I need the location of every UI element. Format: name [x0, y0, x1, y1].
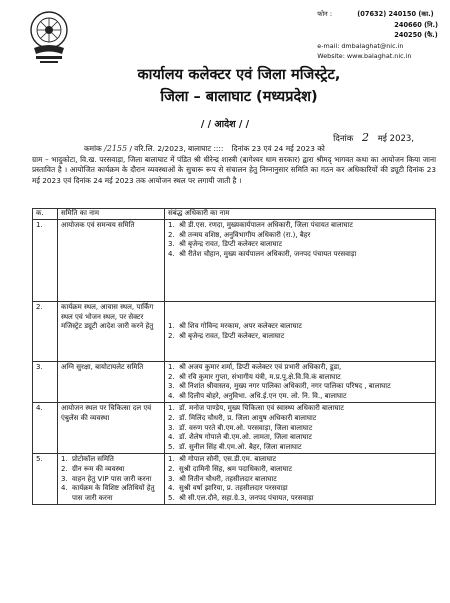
row-serial: 2. — [33, 302, 58, 362]
row-committee: आयोजक एवं समन्वय समिति — [58, 220, 165, 302]
row-serial: 1. — [33, 220, 58, 302]
row-officers — [165, 454, 436, 505]
email-text: e-mail: dmbalaghat@nic.in — [317, 41, 404, 50]
reference-line — [84, 144, 325, 154]
list-item: 1. डॉ. मनोज पाण्डेय, मुख्य चिकित्सा एवं स्वास्थ्य अधिकारी बालाघाट — [168, 404, 344, 413]
table-row — [33, 403, 436, 454]
row-committee: कार्यक्रम स्थल, आवास स्थल, पार्किंग स्थल एवं भोजन स्थल, पर सेक्टर मजिस्ट्रेट ड्यूटी आदेश जारी करने हेतु — [58, 302, 165, 362]
phone-fax: 240250 (फै.) — [394, 31, 438, 40]
list-item: 5. डॉ. सुनील सिंह बी.एम.ओ. बैहर, जिला बालाघाट — [168, 442, 302, 451]
list-item: 2. श्री तन्मय वशिष्ठ, अनुविभागीय अधिकारी (रा.), बैहर — [168, 230, 311, 239]
list-item: 3. श्री निशांत श्रीवास्तव, मुख्य नगर पालिका अधिकारी, नगर पालिका परिषद , बालाघाट — [168, 382, 391, 391]
row-serial: 4. — [33, 403, 58, 454]
row-officers — [165, 220, 436, 302]
row-officers — [165, 302, 436, 362]
list-item: 4. कार्यक्रम के विशिष्ट अतिथियों हेतु पास जारी करना — [61, 484, 155, 502]
list-item: 4. श्री दिलीप बोहरे, अनुविभा. अधि.ई.एन एम. लो. नि. वि., बालाघाट — [168, 391, 347, 400]
header-officers: संबंद्ध अधिकारी का नाम — [165, 209, 436, 220]
kramank-rest: / वरि.लि. 2/2023, बालाघाट :::: — [129, 144, 224, 153]
table-row — [33, 220, 436, 302]
date-suffix: मई 2023, — [377, 134, 414, 144]
row-serial: 3. — [33, 362, 58, 403]
website-text: Website: www.balaghat.nic.in — [317, 52, 412, 61]
list-item: 2. सुश्री दामिनी सिंह, श्रम पदाधिकारी, बालाघाट — [168, 464, 293, 473]
header-serial: क. — [33, 209, 58, 220]
header-committee: समिति का नाम — [58, 209, 165, 220]
list-item: 2. डॉ. मिलिंद चौधरी, प्र. जिला आयुष अधिकारी बालाघाट — [168, 413, 317, 422]
committee-table — [32, 208, 436, 505]
list-item: 2. श्री बृजेन्द्र रावत, डिप्टी कलेक्टर, बालाघाट — [168, 331, 285, 340]
list-item: 5. श्री सी.एल.दौने, सहा.ग्रे.3, जनपद पंचायत, परसवाड़ा — [168, 493, 314, 502]
phone-label: फोन : — [317, 10, 333, 18]
list-item: 1. श्री डी.एस. रणदा, मुख्यकार्यपालन अधिकारी, जिला पंचायत बालाघाट — [168, 221, 353, 229]
phone-office: (07632) 240150 (का.) — [357, 10, 434, 18]
row-officers — [165, 362, 436, 403]
phone-residence: 240660 (नि.) — [394, 20, 438, 29]
order-heading: / / आदेश / / — [200, 119, 250, 130]
order-date — [333, 131, 414, 144]
kramank-dates: दिनांक 23 एवं 24 मई 2023 को — [231, 144, 325, 153]
date-day: 2 — [362, 131, 369, 144]
row-committee: अग्नि सुरक्षा, बायोटायलेट समिति — [58, 362, 165, 403]
list-item: 3. डॉ. वरुण परते बी.एम.ओ. परसवाड़ा, जिला बालाघाट — [168, 423, 313, 432]
table-row — [33, 302, 436, 362]
list-item: 4. श्री रीतेश चौहान, मुख्य कार्यपालन अधिकारी, जनपद पंचायत परसवाड़ा — [168, 249, 357, 258]
list-item: 3. श्री नितीन चौधरी, तहसीलदार बालाघाट — [168, 474, 277, 483]
row-committee: आयोजन स्थल पर चिकित्सा दल एवं एंबुलेंस की व्यवस्था — [58, 403, 165, 454]
row-committee — [58, 454, 165, 505]
row-serial: 5. — [33, 454, 58, 505]
kramank-number: /2155 — [104, 144, 128, 153]
list-item: 2. श्री रवि कुमार गुप्ता, संभागीय यंत्री, म.प्र.पू.क्षे.वि.वि.कं बालाघाट — [168, 372, 341, 381]
office-district: जिला – बालाघाट (मध्यप्रदेश) — [160, 89, 318, 105]
order-paragraph: ग्राम – भादुकोटा, वि.ख. परसवाड़ा, जिला बालाघाट में पंडित श्री धीरेन्द्र शास्त्री (बागेश्वर धाम सरकार) द्वारा श्रीमद् भागवत कथा का आयोजन किया जाना प्रस्तावित है । आयोजित कार्यक्रम के दौरान व्यवस्थाओं के सुचारू रूप से संचालन हेतु निम्नानुसार समिति का गठन कर अधिकारियों की ड्यूटी दिनांक 23 मई 2023 एवं दिनांक 24 मई 2023 तक आयोजन स्थल पर लगायी जाती है । — [32, 155, 436, 185]
table-header-row — [33, 209, 436, 220]
table-row — [33, 454, 436, 505]
table-row — [33, 362, 436, 403]
list-item: 1. श्री शिव गोविन्द मरकाम, अपर कलेक्टर बालाघाट — [168, 321, 302, 330]
list-item: 1. श्री अजय कुमार शर्मा, डिप्टी कलेक्टर एवं प्रभारी अधिकारी, डूडा, — [168, 363, 342, 371]
kramank-label: कमांक — [84, 144, 102, 153]
list-item: 1. प्रोटोकॉल समिति — [61, 455, 114, 464]
state-emblem-logo — [28, 8, 70, 66]
contact-block — [317, 9, 438, 62]
list-item: 3. श्री बृजेन्द्र रावत, डिप्टी कलेक्टर बालाघाट — [168, 240, 283, 249]
list-item: 1. श्री गोपाल सोनी, एस.डी.एम. बालाघाट — [168, 455, 277, 464]
date-prefix: दिनांक — [333, 134, 354, 144]
office-title: कार्यालय कलेक्टर एवं जिला मजिस्ट्रेट, — [137, 67, 341, 83]
list-item: 3. वाहन हेतु VIP पास जारी करना — [61, 474, 152, 483]
list-item: 4. डॉ. शैलेष गोपाले बी.एम.ओ. लामता, जिला बालाघाट — [168, 433, 312, 442]
list-item: 4. सुश्री वर्षा झारिया, प्र. तहसीलदार परसवाड़ा — [168, 484, 288, 493]
list-item: 2. ग्रीन रूम की व्यवस्था — [61, 464, 125, 473]
row-officers — [165, 403, 436, 454]
